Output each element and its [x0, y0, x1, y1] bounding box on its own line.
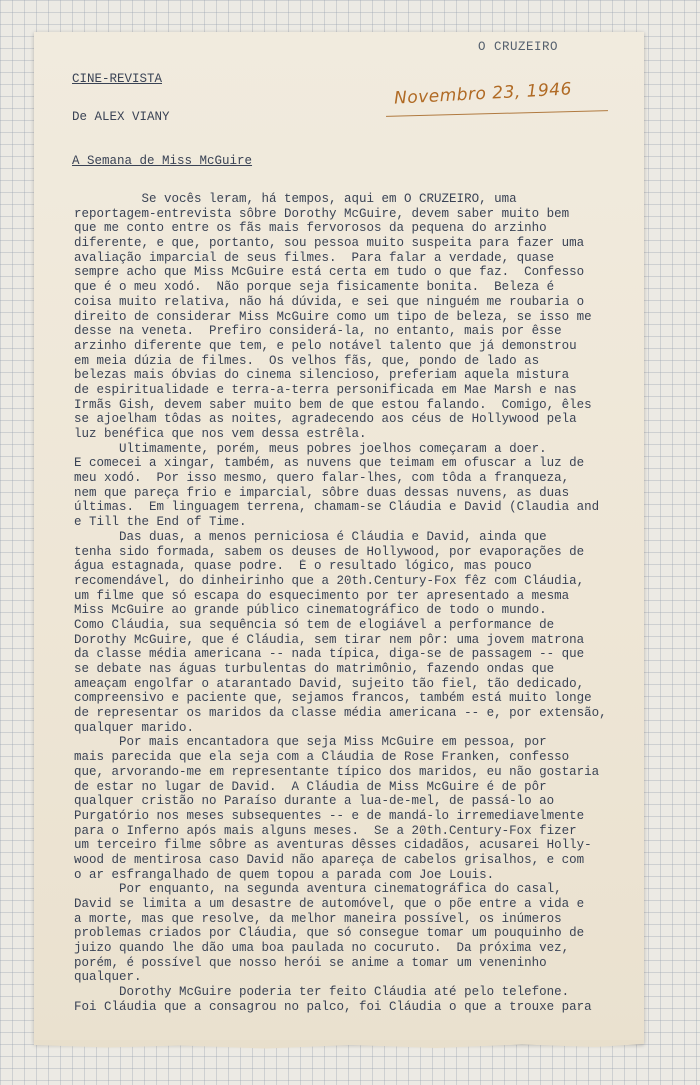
text-line: sempre acho que Miss McGuire está certa em tudo o que faz. Confesso [74, 265, 585, 280]
text-line: coisa muito relativa, não há dúvida, e sei que ninguém me roubaria o [74, 294, 585, 309]
text-line: Miss McGuire ao grande público cinematográfico de todo o mundo. [74, 603, 547, 618]
text-line: um filme que só escapa do esquecimento por ter apresentado a mesma [74, 588, 570, 603]
author-line: De ALEX VIANY [72, 110, 170, 124]
text-line: recomendável, do dinheirinho que a 20th.Century-Fox fêz com Cláudia, [74, 573, 585, 588]
text-line: diferente, e que, portanto, sou pessoa muito suspeita para fazer uma [74, 236, 585, 251]
magazine-name: O CRUZEIRO [478, 40, 559, 54]
text-line: compreensivo e paciente que, sejamos francos, também está muito longe [74, 691, 592, 706]
text-line: E comecei a xingar, também, as nuvens que teimam em ofuscar a luz de [74, 456, 585, 471]
text-line: Por enquanto, na segunda aventura cinematográfica do casal, [74, 882, 562, 897]
text-line: problemas criados por Cláudia, que só consegue tomar um pouquinho de [74, 926, 585, 941]
text-line: juizo quando lhe dão uma boa paulada no cocuruto. Da próxima vez, [74, 941, 570, 956]
text-line: David se limita a um desastre de automóvel, que o põe entre a vida e [74, 897, 585, 911]
text-line: que, arvorando-me em representante típico dos maridos, eu não gostaria [74, 764, 600, 779]
text-line: e Till the End of Time. [74, 515, 247, 530]
text-line: se debate nas águas turbulentas do matrimônio, fazendo ondas que [74, 662, 555, 676]
text-line: Por mais encantadora que seja Miss McGuire em pessoa, por [74, 735, 547, 750]
text-line: meu xodó. Por isso mesmo, quero falar-lhes, com tôda a franqueza, [74, 471, 570, 486]
text-line: ameaçam engolfar o atarantado David, sujeito tão fiel, tão dedicado, [74, 676, 585, 691]
text-line: de representar os maridos da classe média americana -- e, por extensão, [74, 706, 607, 721]
text-line: Irmãs Gish, devem saber muito bem de que estou falando. Comigo, êles [74, 397, 592, 412]
text-line: água estagnada, quase podre. É o resultado lógico, mas pouco [74, 559, 532, 574]
text-line: em meia dúzia de filmes. Os velhos fãs, que, pondo de lado as [74, 353, 540, 368]
text-line: de espiritualidade e terra-a-terra personificada em Mae Marsh e nas [74, 382, 577, 397]
text-line: qualquer. [74, 970, 142, 985]
text-line: Dorothy McGuire, que é Cláudia, sem tirar nem pôr: uma jovem matrona [74, 632, 585, 647]
text-line: desse na veneta. Prefiro considerá-la, no entanto, mais por êsse [74, 324, 562, 339]
text-line: qualquer marido. [74, 720, 195, 735]
text-line: Ultimamente, porém, meus pobres joelhos começaram a doer. [74, 441, 547, 456]
text-line: belezas mais óbvias do cinema silencioso, preferiam aquela mistura [74, 368, 570, 383]
text-line: luz benéfica que nos vem dessa estrêla. [74, 427, 367, 441]
text-line: porém, é possível que nosso herói se anime a tomar um veneninho [74, 955, 547, 970]
text-line: tenha sido formada, sabem os deuses de Hollywood, por evaporações de [74, 544, 585, 559]
text-line: a morte, mas que resolve, da melhor maneira possível, os inúmeros [74, 911, 562, 926]
text-line: últimas. Em linguagem terrena, chamam-se Cláudia e David (Claudia and [74, 500, 600, 515]
text-line: mais parecida que ela seja com a Cláudia de Rose Franken, confesso [74, 750, 570, 765]
text-line: nem que pareça frio e imparcial, sôbre duas dessas nuvens, as duas [74, 485, 570, 500]
text-line: Dorothy McGuire poderia ter feito Cláudia até pelo telefone. [74, 985, 570, 1000]
text-line: de estar no lugar de David. A Cláudia de Miss McGuire é de pôr [74, 779, 547, 794]
text-line: qualquer cristão no Paraíso durante a lua-de-mel, de passá-lo ao [74, 794, 555, 809]
text-line: wood de mentirosa caso David não apareça de cabelos grisalhos, e com [74, 852, 585, 867]
section-heading: CINE-REVISTA [72, 72, 163, 86]
text-line: Como Cláudia, sua sequência só tem de elogiável a performance de [74, 617, 555, 632]
date-underline [386, 110, 608, 117]
text-line: para o Inferno após mais alguns meses. Se a 20th.Century-Fox fizer [74, 823, 577, 838]
text-line: que é o meu xodó. Não porque seja fisicamente bonita. Beleza é [74, 280, 555, 295]
text-line: que me conto entre os fãs mais fervorosos da pequena do arzinho [74, 221, 547, 236]
text-line: o ar esfrangalhado de quem topou a parada com Joe Louis. [74, 867, 495, 882]
text-line: reportagem-entrevista sôbre Dorothy McGuire, devem saber muito bem [74, 206, 570, 221]
text-line: Foi Cláudia que a consagrou no palco, foi Cláudia o que a trouxe para [74, 999, 592, 1014]
text-line: direito de considerar Miss McGuire como um tipo de beleza, se isso me [74, 309, 592, 324]
article-title: A Semana de Miss McGuire [72, 154, 253, 168]
text-line: se ajoelham tôdas as noites, agradecendo aos céus de Hollywood pela [74, 412, 577, 427]
text-line: arzinho diferente que tem, e pelo notável talento que já demonstrou [74, 338, 577, 353]
text-line: avaliação imparcial de seus filmes. Para falar a verdade, quase [74, 250, 555, 265]
handwritten-date: Novembro 23, 1946 [393, 79, 573, 109]
typewritten-page [34, 32, 644, 1044]
text-line: da classe média americana -- nada típica, diga-se de passagem -- que [74, 647, 585, 662]
text-line: Purgatório nos meses subsequentes -- e de mandá-lo irremediavelmente [74, 808, 585, 823]
article-body [74, 192, 654, 1015]
text-line: um terceiro filme sôbre as aventuras dêsses cidadãos, acusarei Holly- [74, 838, 592, 853]
text-line: Das duas, a menos perniciosa é Cláudia e David, ainda que [74, 529, 547, 544]
text-line: Se vocês leram, há tempos, aqui em O CRUZEIRO, uma [74, 192, 517, 206]
